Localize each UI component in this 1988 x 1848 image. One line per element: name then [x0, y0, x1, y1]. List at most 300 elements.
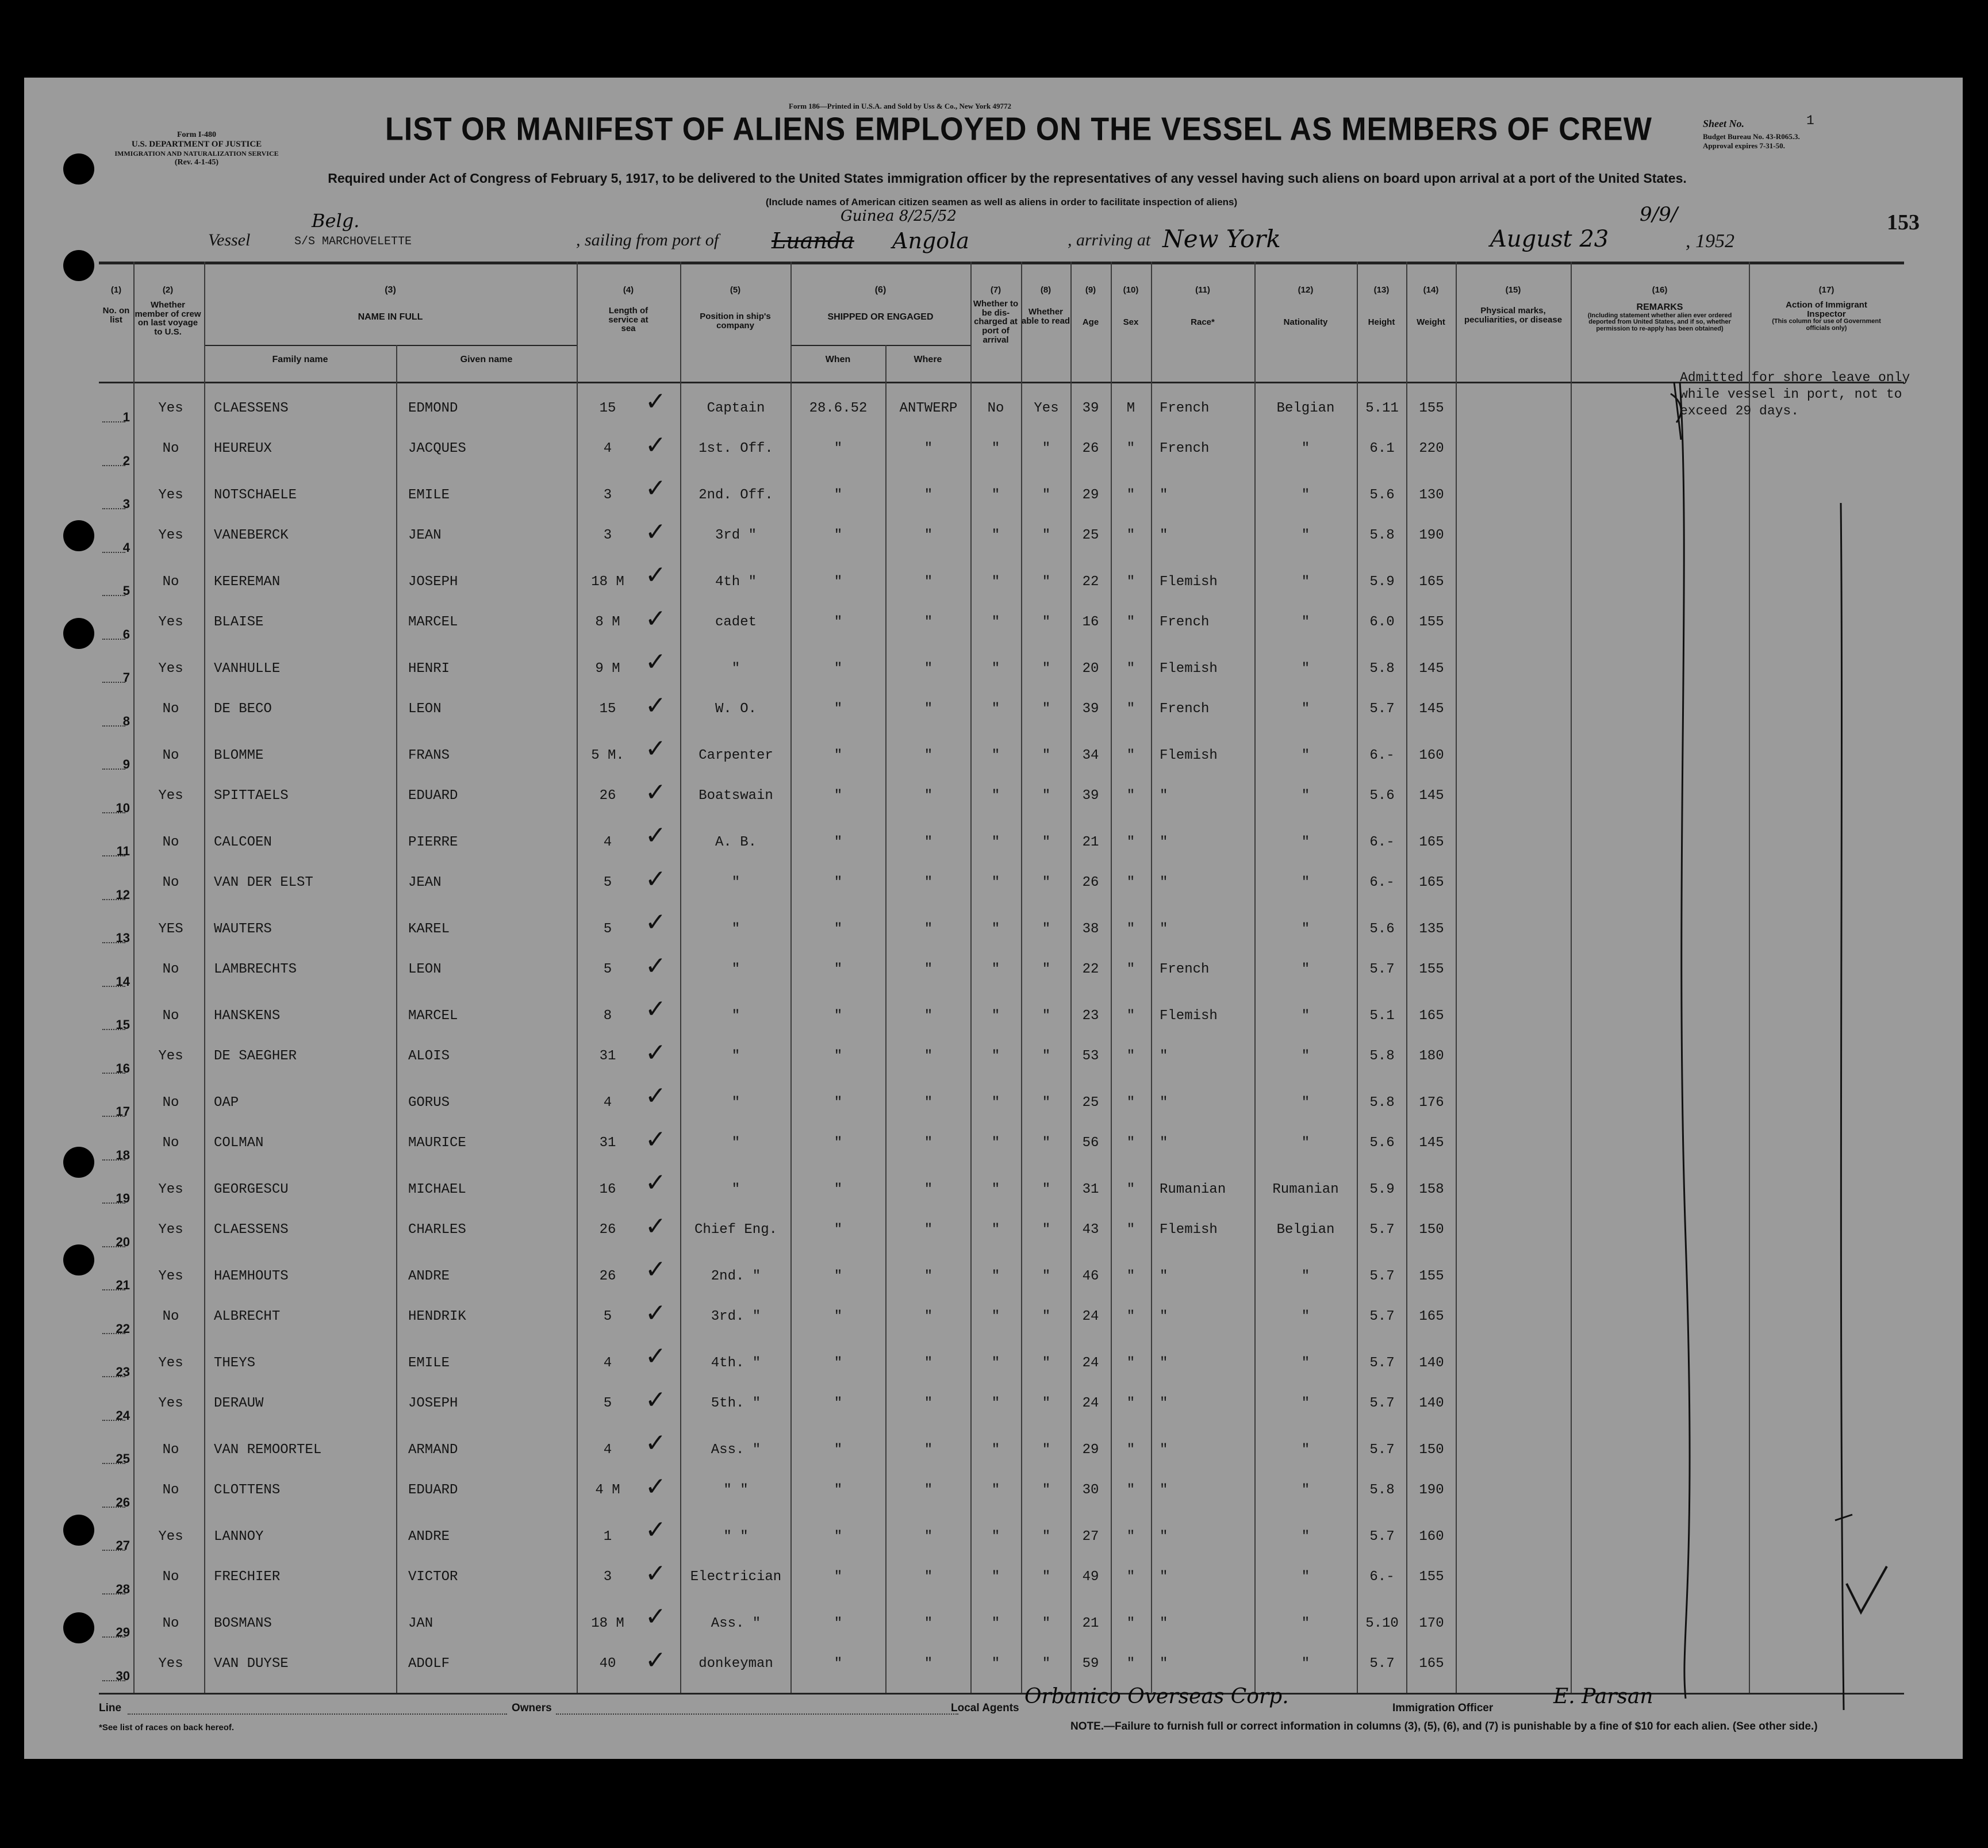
- cell-family: SPITTAELS: [214, 787, 289, 804]
- cell-where: ": [924, 1135, 933, 1151]
- cell-prev: No: [162, 748, 179, 763]
- cell-weight: 140: [1419, 1395, 1444, 1411]
- cell-read: ": [1042, 1569, 1051, 1585]
- row-number: 21: [116, 1278, 130, 1292]
- cell-family: HAEMHOUTS: [214, 1269, 289, 1284]
- cell-height: 5.6: [1369, 921, 1395, 937]
- cell-sex: ": [1126, 1008, 1135, 1024]
- cell-when: ": [834, 614, 843, 630]
- cell-sex: ": [1126, 1442, 1135, 1458]
- cell-height: 5.9: [1369, 1182, 1395, 1197]
- row-leader: [102, 899, 125, 900]
- cell-age: 23: [1082, 1008, 1099, 1024]
- cell-family: WAUTERS: [214, 921, 272, 937]
- service: IMMIGRATION AND NATURALIZATION SERVICE: [114, 149, 279, 157]
- cell-where: ": [924, 487, 933, 503]
- cell-sex: ": [1126, 961, 1135, 977]
- cell-race: Flemish: [1160, 748, 1218, 763]
- row-number: 2: [122, 453, 130, 468]
- cell-height: 5.7: [1369, 701, 1395, 717]
- cell-where: ": [924, 574, 933, 590]
- cell-height: 5.8: [1369, 1048, 1395, 1064]
- row-number: 19: [116, 1191, 130, 1205]
- cell-prev: No: [162, 1135, 179, 1151]
- service-check-icon: ✓: [645, 474, 666, 503]
- cell-when: ": [834, 835, 843, 850]
- col10-header: (10) Sex: [1123, 285, 1139, 327]
- where-header: Where: [914, 355, 942, 364]
- row-leader: [102, 1420, 125, 1421]
- cell-position: A. B.: [715, 835, 757, 850]
- column-rule: [1254, 262, 1256, 1693]
- cell-sex: M: [1126, 401, 1135, 416]
- cell-when: ": [834, 1355, 843, 1371]
- cell-read: ": [1042, 1048, 1051, 1064]
- cell-position: 3rd. ": [711, 1308, 761, 1324]
- cell-service: 15: [599, 401, 616, 416]
- service-check-icon: ✓: [645, 1515, 666, 1545]
- cell-sex: ": [1126, 1135, 1135, 1151]
- row-number: 7: [122, 670, 130, 685]
- remarks-ditto-strokes: [1668, 376, 1864, 1710]
- budget-bureau: Budget Bureau No. 43-R065.3.: [1703, 132, 1800, 141]
- row-number: 3: [122, 497, 130, 511]
- cell-prev: Yes: [158, 1221, 183, 1238]
- cell-race: ": [1160, 1135, 1168, 1151]
- cell-nat: ": [1301, 874, 1310, 890]
- cell-nat: ": [1301, 1008, 1310, 1024]
- cell-weight: 145: [1419, 787, 1444, 804]
- cell-position: 3rd ": [715, 527, 757, 543]
- cell-family: HANSKENS: [214, 1008, 281, 1024]
- cell-age: 21: [1082, 835, 1099, 850]
- cell-given: EMILE: [408, 487, 450, 503]
- cell-height: 5.7: [1369, 1529, 1395, 1545]
- cell-height: 5.8: [1369, 1482, 1395, 1498]
- cell-service: 4: [603, 835, 612, 850]
- cell-weight: 170: [1419, 1616, 1444, 1631]
- cell-given: HENDRIK: [408, 1308, 466, 1324]
- row-number: 10: [116, 800, 130, 815]
- cell-where: ": [924, 1395, 933, 1411]
- cell-given: JACQUES: [408, 440, 466, 456]
- cell-disch: ": [991, 1095, 1000, 1111]
- row-number: 25: [116, 1451, 130, 1466]
- cell-sex: ": [1126, 1182, 1135, 1197]
- cell-where: ": [924, 701, 933, 717]
- cell-race: ": [1160, 1269, 1168, 1284]
- cell-where: ": [924, 921, 933, 937]
- cell-family: ALBRECHT: [214, 1308, 281, 1324]
- cell-age: 46: [1082, 1269, 1099, 1284]
- cell-read: ": [1042, 574, 1051, 590]
- col3-header: (3) NAME IN FULL: [358, 285, 423, 322]
- cell-nat: Belgian: [1276, 401, 1335, 416]
- cell-nat: ": [1301, 487, 1310, 503]
- column-rule: [204, 262, 205, 1693]
- cell-weight: 155: [1419, 961, 1444, 977]
- cell-family: CLOTTENS: [214, 1482, 281, 1498]
- cell-race: Flemish: [1160, 1221, 1218, 1238]
- service-check-icon: ✓: [645, 1255, 666, 1284]
- cell-weight: 155: [1419, 1569, 1444, 1585]
- cell-disch: ": [991, 1308, 1000, 1324]
- arriving-label: , arriving at: [1068, 230, 1151, 249]
- cell-read: ": [1042, 921, 1051, 937]
- cell-position: 2nd. ": [711, 1269, 761, 1284]
- cell-height: 6.-: [1369, 1569, 1395, 1585]
- cell-read: ": [1042, 748, 1051, 763]
- cell-when: ": [834, 487, 843, 503]
- row-leader: [102, 986, 125, 987]
- department: U.S. DEPARTMENT OF JUSTICE: [131, 140, 262, 149]
- cell-race: ": [1160, 1616, 1168, 1631]
- cell-read: ": [1042, 527, 1051, 543]
- cell-nat: ": [1301, 1529, 1310, 1545]
- cell-sex: ": [1126, 574, 1135, 590]
- cell-prev: Yes: [158, 661, 183, 677]
- cell-when: ": [834, 1308, 843, 1324]
- cell-race: ": [1160, 1529, 1168, 1545]
- column-rule: [1357, 262, 1358, 1693]
- service-check-icon: ✓: [645, 604, 666, 633]
- cell-when: ": [834, 1135, 843, 1151]
- cell-sex: ": [1126, 1095, 1135, 1111]
- column-rule: [133, 262, 135, 1693]
- cell-disch: ": [991, 1182, 1000, 1197]
- form-id-block: [105, 130, 289, 167]
- cell-family: LANNOY: [214, 1529, 264, 1545]
- service-check-icon: ✓: [645, 387, 666, 416]
- cell-sex: ": [1126, 1482, 1135, 1498]
- row-leader: [102, 1680, 125, 1681]
- cell-where: ": [924, 874, 933, 890]
- cell-age: 53: [1082, 1048, 1099, 1064]
- col9-header: (9) Age: [1082, 285, 1099, 327]
- cell-given: MICHAEL: [408, 1182, 466, 1197]
- cell-when: ": [834, 661, 843, 677]
- cell-position: Electrician: [690, 1569, 782, 1585]
- line-field: [128, 1713, 507, 1715]
- cell-where: ": [924, 1442, 933, 1458]
- col16-header: (16) REMARKS (Including statement whether alien ever ordered deported from United States, and if so, whether permission to re-apply has been obtained): [1587, 285, 1732, 332]
- row-leader: [102, 855, 125, 856]
- cell-nat: Belgian: [1276, 1221, 1335, 1238]
- cell-disch: ": [991, 574, 1000, 590]
- cell-age: 29: [1082, 1442, 1099, 1458]
- cell-height: 5.7: [1369, 1355, 1395, 1371]
- service-check-icon: ✓: [645, 517, 666, 547]
- cell-disch: ": [991, 1655, 1000, 1672]
- cell-race: Rumanian: [1160, 1182, 1226, 1197]
- cell-when: ": [834, 1569, 843, 1585]
- cell-age: 26: [1082, 440, 1099, 456]
- cell-service: 4 M: [595, 1482, 620, 1498]
- cell-where: ": [924, 1616, 933, 1631]
- cell-disch: ": [991, 787, 1000, 804]
- cell-read: ": [1042, 1355, 1051, 1371]
- cell-read: ": [1042, 961, 1051, 977]
- cell-prev: Yes: [158, 527, 183, 543]
- cell-age: 27: [1082, 1529, 1099, 1545]
- cell-sex: ": [1126, 1048, 1135, 1064]
- cell-age: 31: [1082, 1182, 1099, 1197]
- manifest-sheet: [24, 78, 1963, 1759]
- row-leader: [102, 725, 125, 727]
- name-sub-rule: [204, 345, 577, 346]
- cell-position: Captain: [707, 401, 765, 416]
- cell-position: W. O.: [715, 701, 757, 717]
- cell-read: ": [1042, 661, 1051, 677]
- cell-family: DE SAEGHER: [214, 1048, 297, 1064]
- revision: (Rev. 4-1-45): [174, 158, 219, 167]
- cell-nat: Rumanian: [1272, 1182, 1339, 1197]
- cell-read: ": [1042, 874, 1051, 890]
- cell-prev: No: [162, 1095, 179, 1111]
- punch-hole: [63, 1612, 94, 1643]
- cell-service: 18 M: [591, 574, 624, 590]
- cell-weight: 145: [1419, 701, 1444, 717]
- cell-sex: ": [1126, 1529, 1135, 1545]
- cell-weight: 220: [1419, 440, 1444, 456]
- cell-age: 24: [1082, 1308, 1099, 1324]
- cell-given: JOSEPH: [408, 574, 458, 590]
- cell-race: ": [1160, 1048, 1168, 1064]
- remarks-line-2: while vessel in port, not to: [1680, 387, 1902, 402]
- cell-service: 5: [603, 874, 612, 890]
- service-check-icon: ✓: [645, 1558, 666, 1588]
- cell-service: 8 M: [595, 614, 620, 630]
- cell-where: ": [924, 787, 933, 804]
- cell-given: EMILE: [408, 1355, 450, 1371]
- cell-race: Flemish: [1160, 661, 1218, 677]
- cell-position: cadet: [715, 614, 757, 630]
- cell-height: 5.7: [1369, 961, 1395, 977]
- cell-disch: ": [991, 748, 1000, 763]
- cell-height: 6.-: [1369, 874, 1395, 890]
- owners-label: Owners: [512, 1702, 552, 1714]
- cell-when: ": [834, 1655, 843, 1672]
- cell-weight: 135: [1419, 921, 1444, 937]
- column-rule: [1111, 262, 1112, 1693]
- cell-race: ": [1160, 1569, 1168, 1585]
- cell-nat: ": [1301, 614, 1310, 630]
- cell-position: 1st. Off.: [699, 440, 773, 456]
- cell-weight: 165: [1419, 1008, 1444, 1024]
- cell-service: 3: [603, 487, 612, 503]
- cell-sex: ": [1126, 487, 1135, 503]
- cell-race: French: [1160, 614, 1210, 630]
- cell-race: ": [1160, 874, 1168, 890]
- cell-position: Ass. ": [711, 1616, 761, 1631]
- cell-position: " ": [723, 1482, 749, 1498]
- cell-when: 28.6.52: [809, 401, 868, 416]
- cell-disch: ": [991, 701, 1000, 717]
- cell-prev: Yes: [158, 787, 183, 804]
- cell-age: 24: [1082, 1355, 1099, 1371]
- cell-nat: ": [1301, 1355, 1310, 1371]
- cell-where: ": [924, 614, 933, 630]
- cell-nat: ": [1301, 1616, 1310, 1631]
- cell-prev: Yes: [158, 487, 183, 503]
- sheet-label: Sheet No.: [1703, 118, 1744, 129]
- cell-weight: 155: [1419, 401, 1444, 416]
- cell-height: 5.8: [1369, 1095, 1395, 1111]
- cell-read: ": [1042, 1529, 1051, 1545]
- cell-given: ARMAND: [408, 1442, 458, 1458]
- cell-where: ": [924, 1182, 933, 1197]
- cell-where: ": [924, 1355, 933, 1371]
- cell-where: ": [924, 1048, 933, 1064]
- cell-service: 4: [603, 1355, 612, 1371]
- cell-sex: ": [1126, 1308, 1135, 1324]
- cell-family: CLAESSENS: [214, 401, 289, 416]
- cell-position: ": [731, 1095, 740, 1111]
- cell-position: ": [731, 921, 740, 937]
- corner-check-mark: [1841, 1561, 1893, 1624]
- cell-service: 5: [603, 961, 612, 977]
- cell-when: ": [834, 1482, 843, 1498]
- cell-height: 5.6: [1369, 487, 1395, 503]
- cell-family: DE BECO: [214, 701, 272, 717]
- cell-where: ": [924, 527, 933, 543]
- cell-disch: ": [991, 1355, 1000, 1371]
- cell-service: 31: [599, 1048, 616, 1064]
- page-number: 153: [1887, 210, 1920, 235]
- sheet-block: [1703, 113, 1898, 151]
- cell-given: HENRI: [408, 661, 450, 677]
- cell-nat: ": [1301, 1655, 1310, 1672]
- cell-sex: ": [1126, 527, 1135, 543]
- cell-service: 26: [599, 1269, 616, 1284]
- cell-weight: 140: [1419, 1355, 1444, 1371]
- cell-read: ": [1042, 1655, 1051, 1672]
- cell-position: ": [731, 661, 740, 677]
- col1-header: (1) No. on list: [102, 285, 130, 325]
- cell-height: 5.6: [1369, 787, 1395, 804]
- row-number: 23: [116, 1365, 130, 1379]
- row-number: 6: [122, 627, 130, 641]
- cell-read: ": [1042, 1008, 1051, 1024]
- cell-service: 26: [599, 1221, 616, 1238]
- cell-service: 4: [603, 440, 612, 456]
- cell-given: EDUARD: [408, 787, 458, 804]
- col5-header: (5) Position in ship's company: [700, 285, 771, 331]
- cell-disch: ": [991, 1135, 1000, 1151]
- punch-hole: [63, 1244, 94, 1275]
- cell-position: ": [731, 1135, 740, 1151]
- cell-nat: ": [1301, 701, 1310, 717]
- cell-where: ": [924, 1221, 933, 1238]
- cell-position: " ": [723, 1529, 749, 1545]
- cell-sex: ": [1126, 1221, 1135, 1238]
- cell-height: 5.7: [1369, 1269, 1395, 1284]
- cell-where: ": [924, 1482, 933, 1498]
- cell-age: 30: [1082, 1482, 1099, 1498]
- cell-service: 15: [599, 701, 616, 717]
- cell-given: ANDRE: [408, 1529, 450, 1545]
- when-header: When: [825, 355, 851, 364]
- cell-height: 5.6: [1369, 1135, 1395, 1151]
- shipped-sub-rule: [790, 345, 970, 346]
- cell-prev: No: [162, 1308, 179, 1324]
- col8-header: (8) Whether able to read: [1021, 285, 1070, 326]
- row-number: 17: [116, 1104, 130, 1119]
- cell-prev: No: [162, 440, 179, 456]
- cell-read: ": [1042, 487, 1051, 503]
- cell-where: ": [924, 1308, 933, 1324]
- cell-height: 5.7: [1369, 1395, 1395, 1411]
- cell-family: BLOMME: [214, 748, 264, 763]
- col6-header: (6) SHIPPED OR ENGAGED: [827, 285, 934, 322]
- port-sailing: Angola: [892, 228, 969, 253]
- cell-read: Yes: [1034, 401, 1059, 416]
- cell-nat: ": [1301, 1442, 1310, 1458]
- cell-sex: ": [1126, 1655, 1135, 1672]
- cell-weight: 165: [1419, 574, 1444, 590]
- cell-given: KAREL: [408, 921, 450, 937]
- row-leader: [102, 1246, 125, 1247]
- cell-disch: ": [991, 1569, 1000, 1585]
- cell-race: ": [1160, 835, 1168, 850]
- cell-prev: No: [162, 1442, 179, 1458]
- cell-where: ": [924, 661, 933, 677]
- cell-age: 24: [1082, 1395, 1099, 1411]
- cell-family: LAMBRECHTS: [214, 961, 297, 977]
- cell-prev: Yes: [158, 1269, 183, 1284]
- cell-disch: ": [991, 1616, 1000, 1631]
- cell-age: 22: [1082, 961, 1099, 977]
- cell-prev: Yes: [158, 614, 183, 630]
- cell-service: 5: [603, 1395, 612, 1411]
- service-check-icon: ✓: [645, 821, 666, 850]
- cell-service: 9 M: [595, 661, 620, 677]
- cell-position: ": [731, 1008, 740, 1024]
- col14-header: (14) Weight: [1417, 285, 1445, 327]
- row-leader: [102, 552, 125, 553]
- row-leader: [102, 1289, 125, 1290]
- cell-given: ALOIS: [408, 1048, 450, 1064]
- cell-service: 5: [603, 921, 612, 937]
- cell-when: ": [834, 1616, 843, 1631]
- cell-when: ": [834, 1095, 843, 1111]
- cell-nat: ": [1301, 1095, 1310, 1111]
- cell-position: Carpenter: [699, 748, 773, 763]
- row-leader: [102, 1333, 125, 1334]
- remarks-line-1: Admitted for shore leave only: [1680, 370, 1910, 385]
- cell-age: 25: [1082, 527, 1099, 543]
- cell-read: ": [1042, 440, 1051, 456]
- cell-age: 56: [1082, 1135, 1099, 1151]
- cell-sex: ": [1126, 701, 1135, 717]
- cell-race: ": [1160, 1655, 1168, 1672]
- row-leader: [102, 421, 125, 422]
- cell-given: MAURICE: [408, 1135, 466, 1151]
- form-title: LIST OR MANIFEST OF ALIENS EMPLOYED ON THE VESSEL AS MEMBERS OF CREW: [385, 111, 1652, 148]
- cell-family: HEUREUX: [214, 440, 272, 456]
- row-number: 13: [116, 931, 130, 945]
- service-check-icon: ✓: [645, 1602, 666, 1631]
- column-rule: [970, 262, 972, 1693]
- row-number: 28: [116, 1581, 130, 1596]
- cell-given: LEON: [408, 701, 442, 717]
- cell-prev: Yes: [158, 1182, 183, 1197]
- port-struck: Luanda: [772, 228, 854, 253]
- row-number: 16: [116, 1061, 130, 1075]
- arrival-date-above: 9/9/: [1640, 203, 1678, 226]
- cell-where: ": [924, 1655, 933, 1672]
- cell-disch: ": [991, 661, 1000, 677]
